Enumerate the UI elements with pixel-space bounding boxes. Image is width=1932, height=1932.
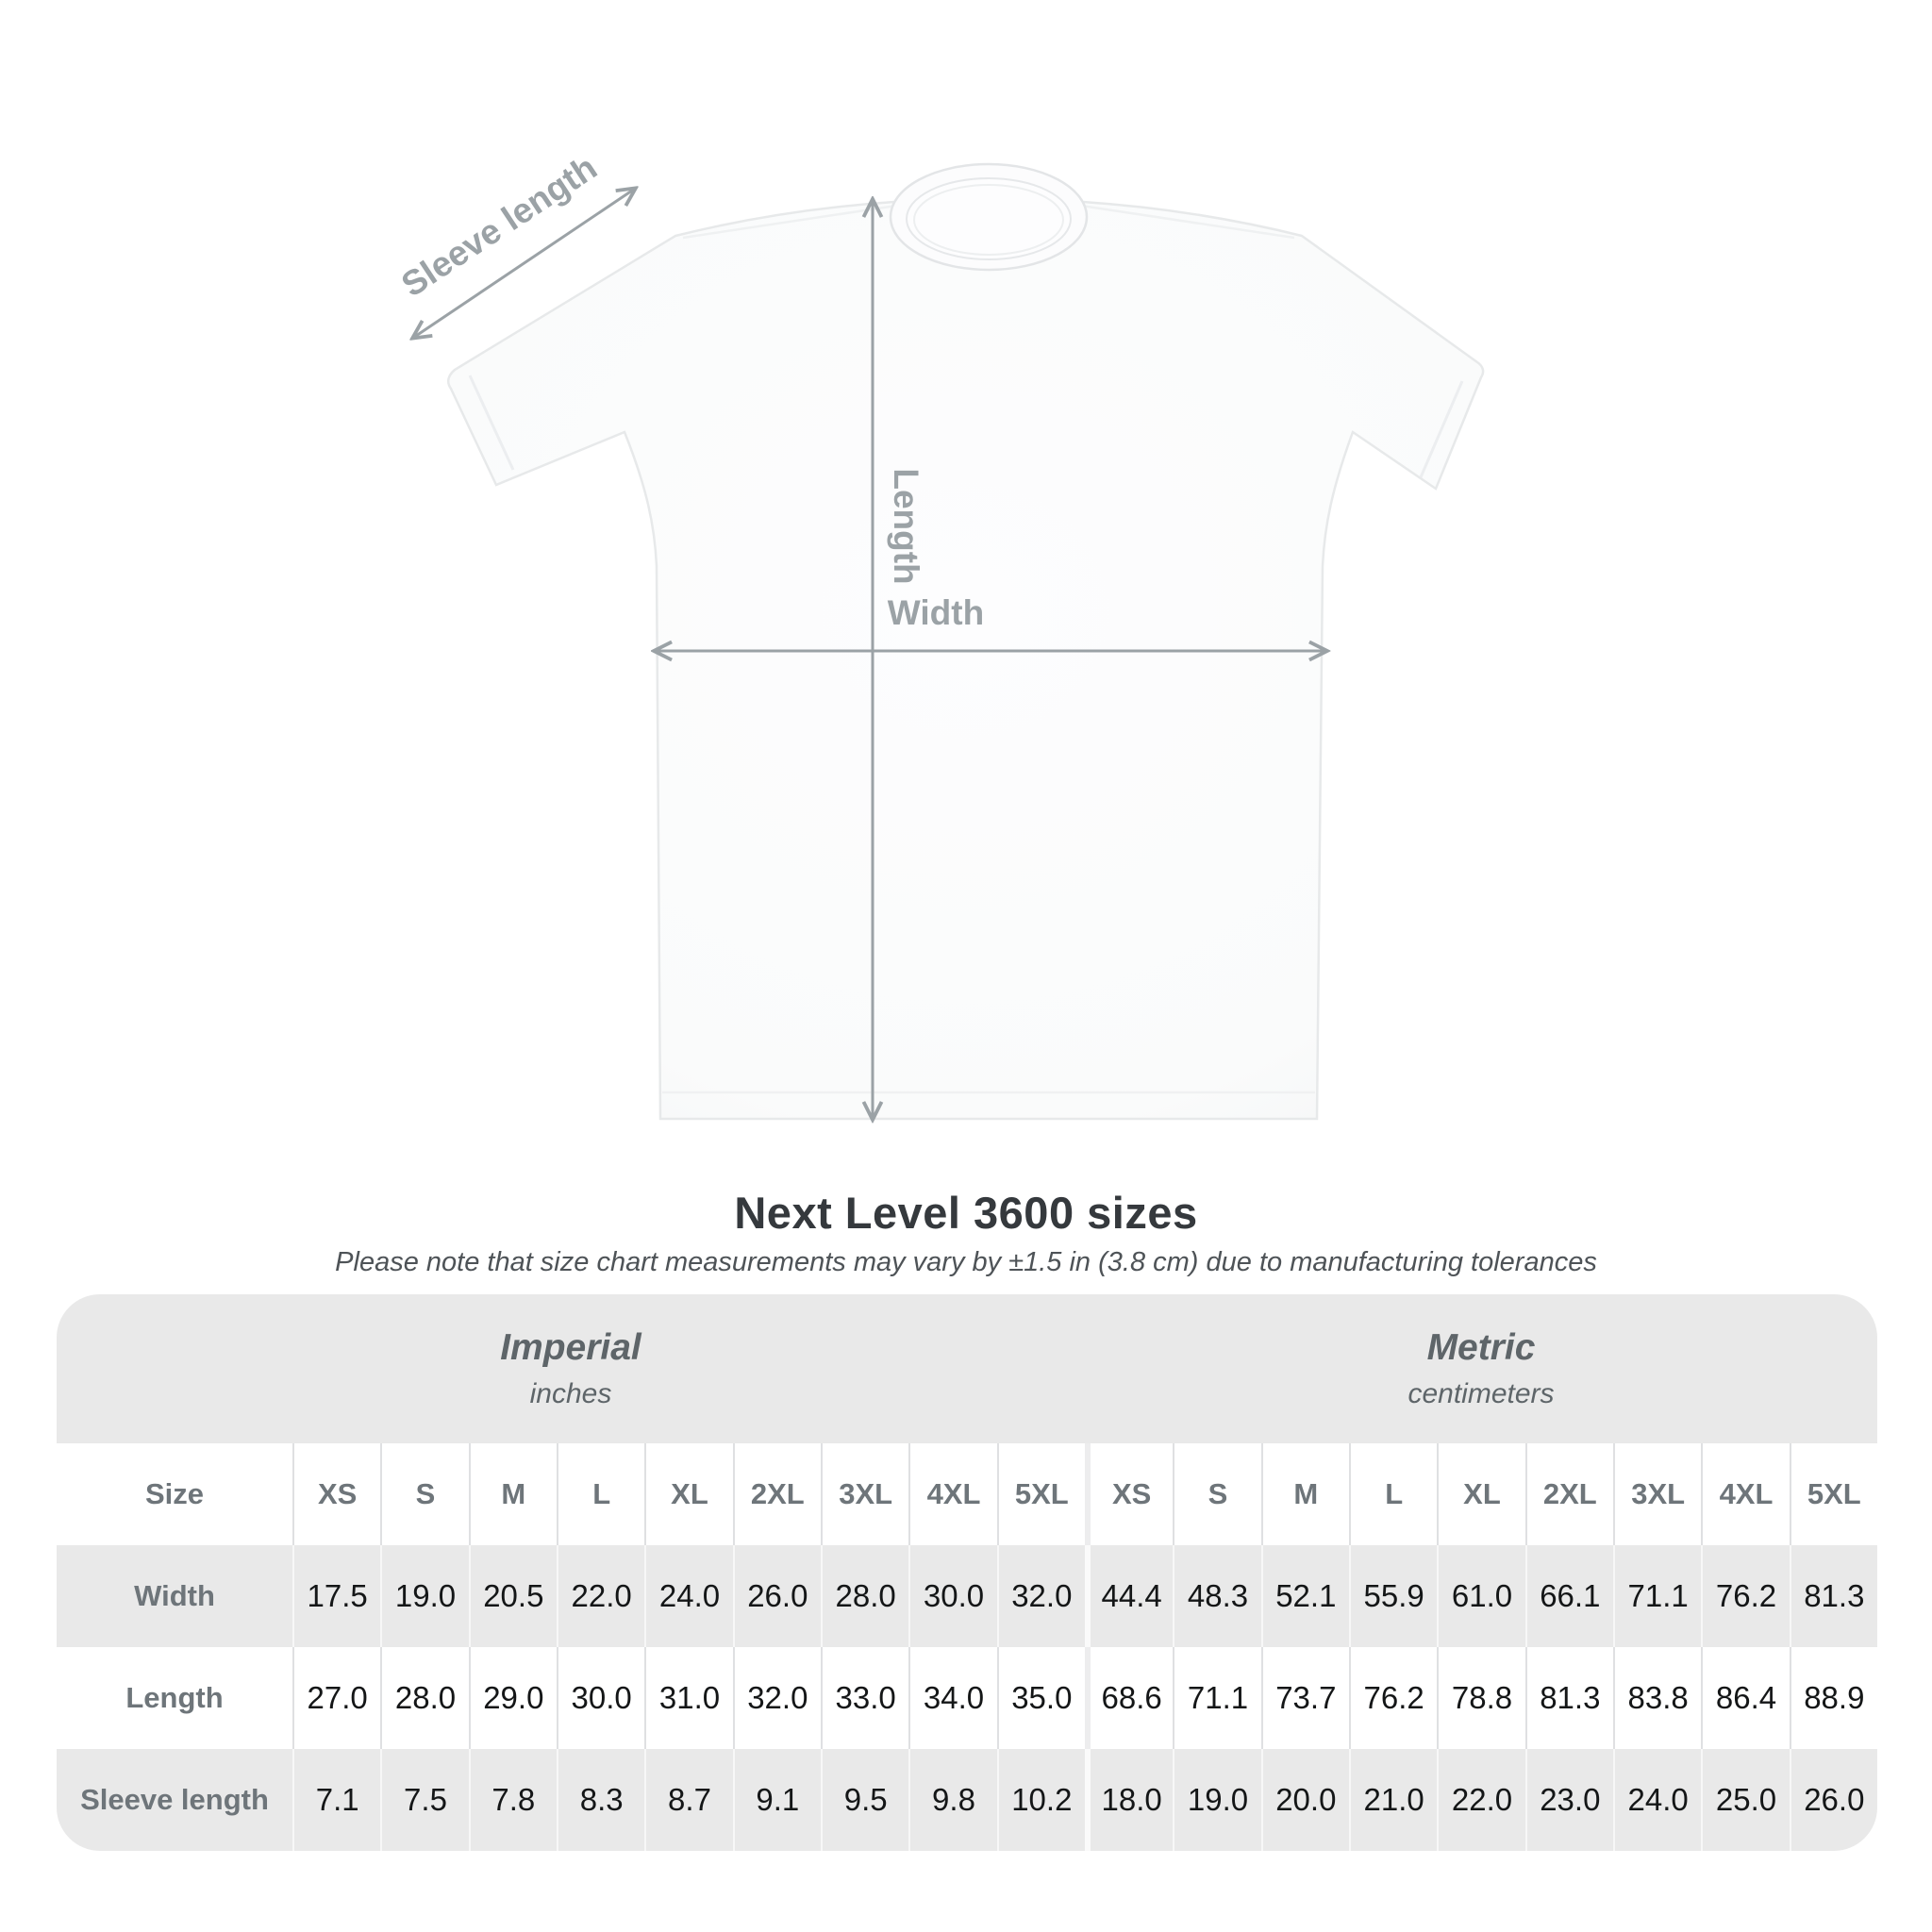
page-title: Next Level 3600 sizes: [734, 1188, 1198, 1238]
row-label-size: Size: [144, 1477, 205, 1510]
length-value: 33.0: [821, 1647, 908, 1749]
width-value: 61.0: [1437, 1545, 1524, 1647]
length-value: 29.0: [469, 1647, 557, 1749]
width-value: 48.3: [1173, 1545, 1260, 1647]
width-value: 30.0: [908, 1545, 996, 1647]
size-header: XS: [1085, 1443, 1173, 1545]
sleeve-value: 26.0: [1790, 1749, 1877, 1851]
size-header: XS: [292, 1443, 380, 1545]
tshirt-illustration: [448, 164, 1483, 1119]
length-value: 78.8: [1437, 1647, 1524, 1749]
length-value: 76.2: [1349, 1647, 1437, 1749]
length-value: 27.0: [292, 1647, 380, 1749]
sleeve-value: 19.0: [1173, 1749, 1260, 1851]
length-value: 32.0: [733, 1647, 821, 1749]
collar-band: [907, 178, 1071, 259]
sleeve-value: 24.0: [1613, 1749, 1701, 1851]
sleeve-value: 9.1: [733, 1749, 821, 1851]
length-value: 71.1: [1173, 1647, 1260, 1749]
metric-unit: centimeters: [1407, 1378, 1555, 1409]
length-value: 88.9: [1790, 1647, 1877, 1749]
length-value: 68.6: [1085, 1647, 1173, 1749]
sleeve-value: 23.0: [1525, 1749, 1613, 1851]
sleeve-value: 8.3: [557, 1749, 644, 1851]
imperial-title: Imperial: [500, 1327, 641, 1368]
size-table: [57, 1294, 1877, 1851]
row-label-length: Length: [125, 1681, 224, 1714]
table-row-sizes: [57, 1443, 1877, 1545]
row-label-width: Width: [134, 1579, 215, 1612]
size-header: S: [1173, 1443, 1260, 1545]
width-value: 22.0: [557, 1545, 644, 1647]
size-header: 4XL: [1701, 1443, 1789, 1545]
width-value: 28.0: [821, 1545, 908, 1647]
sleeve-value: 7.8: [469, 1749, 557, 1851]
metric-title: Metric: [1426, 1327, 1536, 1368]
imperial-unit: inches: [529, 1378, 612, 1409]
sleeve-value: 7.5: [380, 1749, 468, 1851]
size-header: 4XL: [908, 1443, 996, 1545]
tolerance-note: Please note that size chart measurements may vary by ±1.5 in (3.8 cm) due to manufacturing tolerances: [335, 1247, 1597, 1277]
sleeve-value: 9.8: [908, 1749, 996, 1851]
length-value: 30.0: [557, 1647, 644, 1749]
length-label: Length: [887, 468, 925, 585]
length-value: 73.7: [1261, 1647, 1349, 1749]
width-value: 26.0: [733, 1545, 821, 1647]
length-value: 83.8: [1613, 1647, 1701, 1749]
row-label-sleeve-length: Sleeve length: [80, 1783, 269, 1816]
width-value: 20.5: [469, 1545, 557, 1647]
length-value: 86.4: [1701, 1647, 1789, 1749]
size-header: S: [380, 1443, 468, 1545]
length-value: 35.0: [997, 1647, 1085, 1749]
table-row-length: [57, 1647, 1877, 1749]
size-header: 5XL: [997, 1443, 1085, 1545]
sleeve-value: 20.0: [1261, 1749, 1349, 1851]
size-header: 2XL: [1525, 1443, 1613, 1545]
width-value: 66.1: [1525, 1545, 1613, 1647]
sleeve-value: 7.1: [292, 1749, 380, 1851]
width-value: 17.5: [292, 1545, 380, 1647]
sleeve-value: 21.0: [1349, 1749, 1437, 1851]
size-header: 2XL: [733, 1443, 821, 1545]
width-value: 52.1: [1261, 1545, 1349, 1647]
size-header: M: [1261, 1443, 1349, 1545]
size-header: M: [469, 1443, 557, 1545]
width-value: 71.1: [1613, 1545, 1701, 1647]
size-header: XL: [1437, 1443, 1524, 1545]
sleeve-length-label: Sleeve length: [394, 147, 604, 305]
size-header: XL: [644, 1443, 732, 1545]
sleeve-value: 8.7: [644, 1749, 732, 1851]
width-value: 19.0: [380, 1545, 468, 1647]
unit-header-band: [57, 1294, 1877, 1443]
sleeve-value: 22.0: [1437, 1749, 1524, 1851]
length-value: 81.3: [1525, 1647, 1613, 1749]
length-value: 28.0: [380, 1647, 468, 1749]
sleeve-value: 10.2: [997, 1749, 1085, 1851]
width-value: 32.0: [997, 1545, 1085, 1647]
width-value: 55.9: [1349, 1545, 1437, 1647]
table-row-width: [57, 1545, 1877, 1647]
width-value: 76.2: [1701, 1545, 1789, 1647]
length-value: 31.0: [644, 1647, 732, 1749]
imperial-header: [57, 1294, 1085, 1443]
length-value: 34.0: [908, 1647, 996, 1749]
width-value: 81.3: [1790, 1545, 1877, 1647]
size-header: 3XL: [821, 1443, 908, 1545]
sleeve-value: 9.5: [821, 1749, 908, 1851]
size-header: 5XL: [1790, 1443, 1877, 1545]
width-value: 44.4: [1085, 1545, 1173, 1647]
width-label: Width: [887, 593, 985, 632]
size-header: 3XL: [1613, 1443, 1701, 1545]
size-header: L: [1349, 1443, 1437, 1545]
metric-header: [1085, 1294, 1877, 1443]
size-header: L: [557, 1443, 644, 1545]
sleeve-value: 25.0: [1701, 1749, 1789, 1851]
sleeve-value: 18.0: [1085, 1749, 1173, 1851]
table-row-sleeve-length: [57, 1749, 1877, 1851]
width-value: 24.0: [644, 1545, 732, 1647]
